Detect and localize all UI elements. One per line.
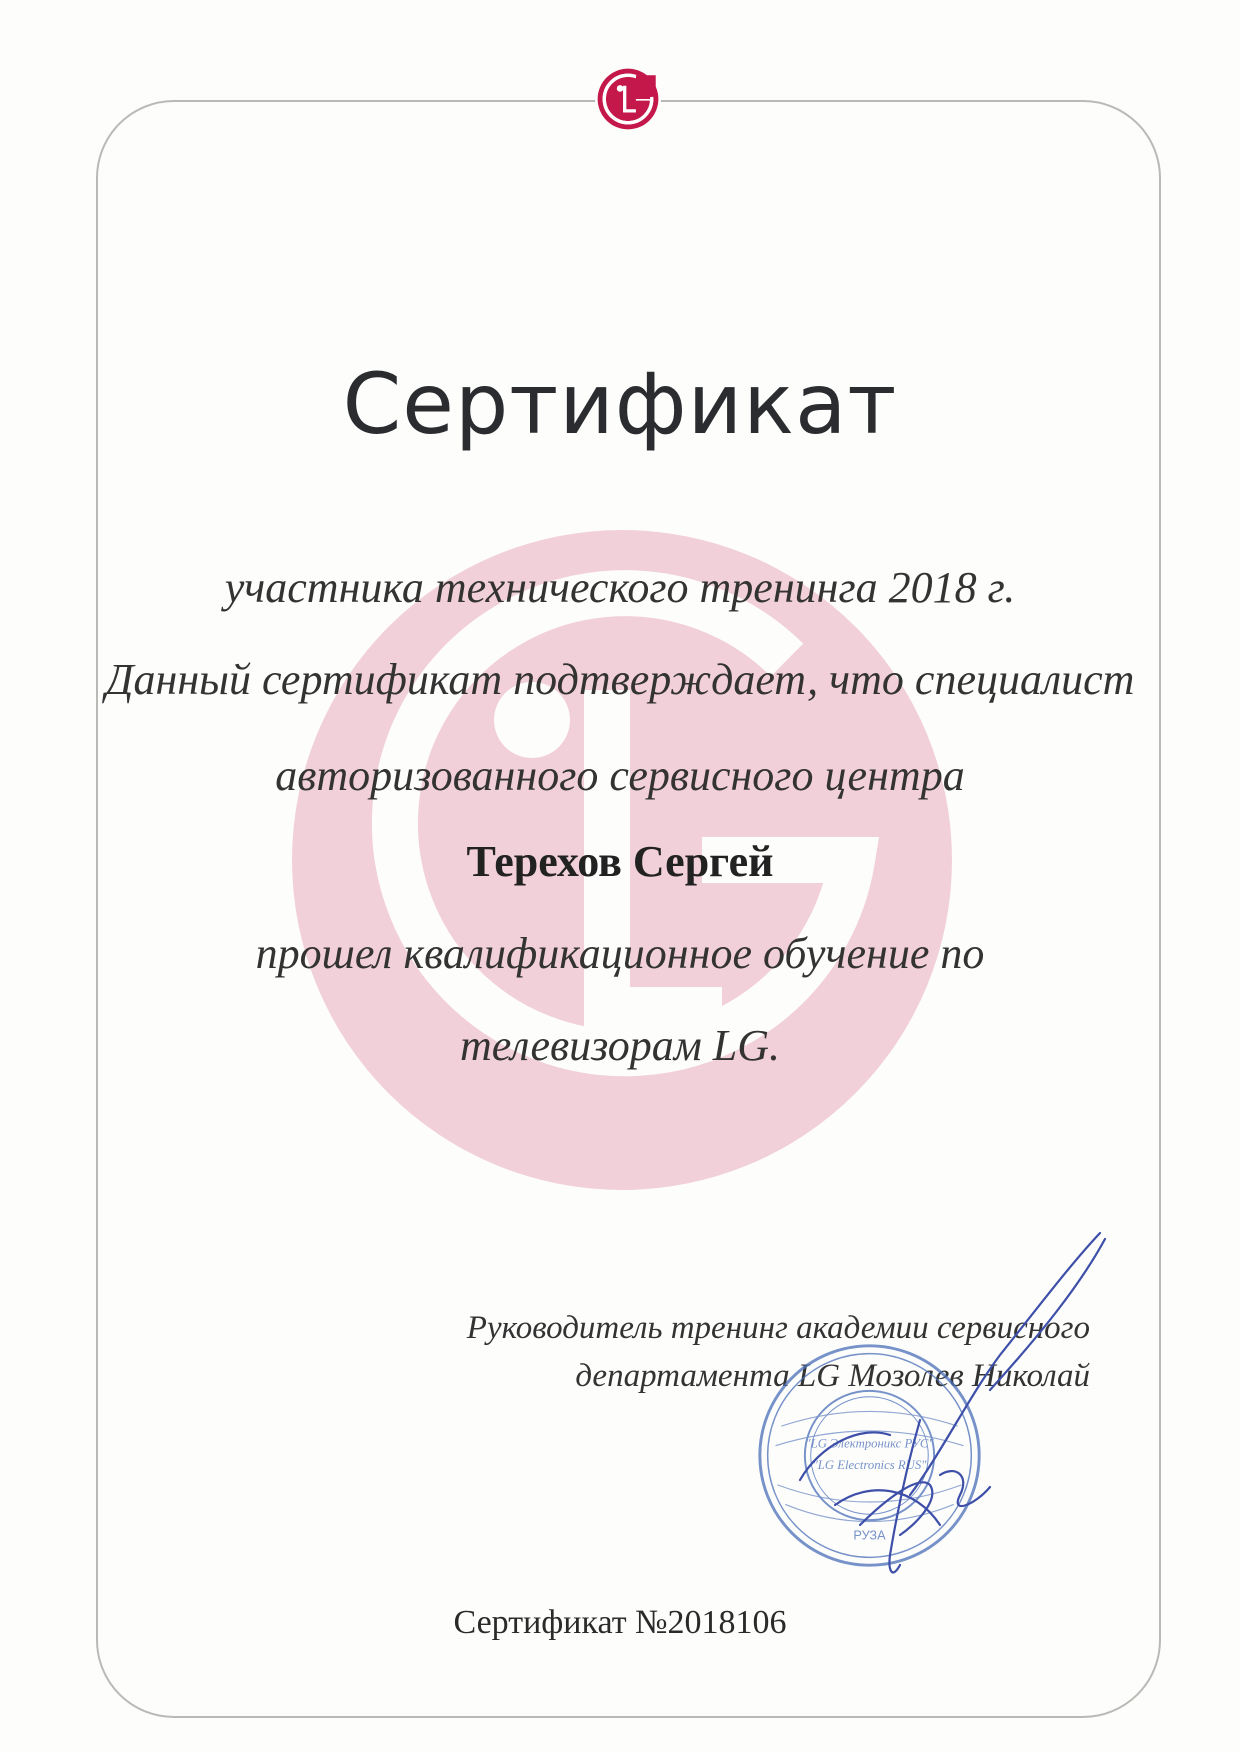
stamp-bottom-text: РУЗА: [853, 1527, 886, 1543]
confirmation-line: Данный сертификат подтверждает, что специалист: [105, 655, 1135, 704]
stamp-inner-line1: "LG Электроникс РУС": [805, 1436, 934, 1451]
stamp-inner-line2: "LG Electronics RUS": [812, 1458, 927, 1473]
product-line: телевизорам LG.: [459, 1021, 781, 1070]
lg-logo-icon: [595, 66, 661, 132]
service-center-line: авторизованного сервисного центра: [275, 751, 965, 800]
recipient-name: Терехов Сергей: [466, 837, 774, 886]
certificate-title: Сертификат: [342, 355, 898, 453]
training-line: участника технического тренинга 2018 г.: [224, 563, 1016, 612]
signatory-title: Руководитель тренинг академии сервисного: [466, 1310, 1090, 1346]
signatory-name: департамента LG Мозолев Николай: [575, 1358, 1090, 1394]
certificate-number: Сертификат №2018106: [453, 1604, 787, 1641]
handwritten-signature-icon: [740, 1225, 1120, 1595]
qualification-line: прошел квалификационное обучение по: [255, 929, 985, 978]
